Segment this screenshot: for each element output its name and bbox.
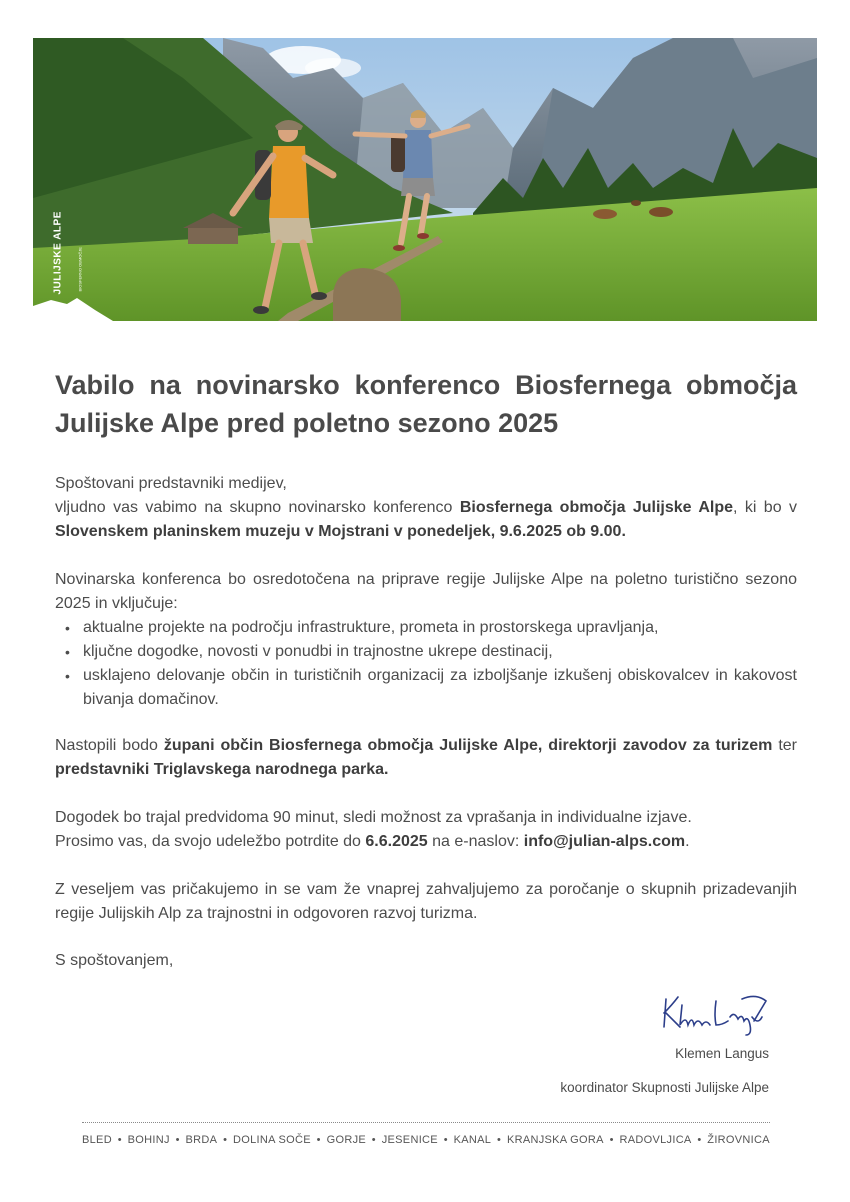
greeting: Spoštovani predstavniki medijev, — [55, 475, 287, 492]
separator: • — [117, 1134, 122, 1146]
list-item: • aktualne projekte na področju infrastrukture, prometa in prostorskega upravljanja, — [83, 616, 797, 640]
agenda-intro: Novinarska konferenca bo osredotočena na priprave regije Julijske Alpe na poletno turistično sezono 2025 in vključuje: — [55, 571, 797, 612]
signer-name: Klemen Langus — [675, 1046, 769, 1061]
separator: • — [443, 1134, 448, 1146]
separator: • — [316, 1134, 321, 1146]
agenda-list — [55, 616, 797, 712]
closing: S spoštovanjem, — [55, 952, 174, 969]
org-name: Biosfernega območja Julijske Alpe — [459, 499, 734, 516]
separator: • — [175, 1134, 180, 1146]
logo-subtitle: BIOSFERNO OBMOČJE — [77, 247, 83, 292]
town-name: RADOVLJICA — [619, 1134, 692, 1146]
paragraph-invitation — [55, 472, 797, 544]
separator: • — [609, 1134, 614, 1146]
footer-towns — [82, 1134, 770, 1146]
town-name: GORJE — [326, 1134, 367, 1146]
event-location-date: Slovenskem planinskem muzeju v Mojstrani v ponedeljek, 9.6.2025 ob 9.00. — [55, 523, 626, 540]
text-span: ter — [772, 737, 798, 754]
text-span: Nastopili bodo — [55, 737, 164, 754]
town-name: DOLINA SOČE — [233, 1134, 311, 1146]
paragraph-thanks: Z veseljem vas pričakujemo in se vam že vnaprej zahvaljujemo za poročanje o skupnih prizadevanjih regije Julijskih Alp za trajnostni in odgovoren razvoj turizma. — [55, 881, 797, 922]
paragraph-agenda — [55, 568, 797, 712]
text-span: vljudno vas vabimo na skupno novinarsko konferenco — [55, 499, 460, 516]
separator: • — [497, 1134, 502, 1146]
paragraph-speakers — [55, 734, 797, 782]
signer-role: koordinator Skupnosti Julijske Alpe — [560, 1080, 769, 1095]
duration-text: Dogodek bo trajal predvidoma 90 minut, sledi možnost za vprašanja in individualne izjave. — [55, 809, 692, 826]
list-item: • ključne dogodke, novosti v ponudbi in trajnostne ukrepe destinacij, — [83, 640, 797, 664]
rsvp-text — [55, 830, 797, 854]
town-name: JESENICE — [381, 1134, 438, 1146]
rsvp-date: 6.6.2025 — [365, 833, 428, 850]
town-name: BRDA — [185, 1134, 218, 1146]
town-name: BOHINJ — [127, 1134, 170, 1146]
text-span: Prosimo vas, da svojo udeležbo potrdite do — [55, 833, 366, 850]
separator: • — [371, 1134, 376, 1146]
speakers-mayors: župani občin Biosfernega območja Julijske Alpe, direktorji zavodov za turizem — [163, 737, 773, 754]
logo-title: JULIJSKE ALPE — [52, 211, 64, 295]
footer-divider — [82, 1122, 770, 1123]
signature-image — [658, 991, 770, 1037]
page-title: Vabilo na novinarsko konferenco Biosfernega območja Julijske Alpe pred poletno sezono 2025 — [55, 370, 797, 438]
text-span: na e-naslov: — [427, 833, 524, 850]
text-span: , ki bo v — [733, 499, 797, 516]
text-span: . — [685, 833, 690, 850]
invitation-text — [55, 496, 797, 544]
town-name: ŽIROVNICA — [707, 1134, 770, 1146]
julijske-alpe-logo — [52, 205, 83, 295]
hero-photo — [33, 38, 817, 321]
separator: • — [223, 1134, 228, 1146]
email-link[interactable]: info@julian-alps.com — [523, 833, 686, 850]
town-name: KRANJSKA GORA — [506, 1134, 604, 1146]
paragraph-rsvp — [55, 806, 797, 854]
list-item: • usklajeno delovanje občin in turističnih organizacij za izboljšanje izkušenj obiskovalcev in kakovost bivanja domačinov. — [83, 664, 797, 712]
speakers-park: predstavniki Triglavskega narodnega parka. — [55, 761, 389, 778]
town-name: BLED — [82, 1134, 112, 1146]
separator: • — [697, 1134, 702, 1146]
town-name: KANAL — [453, 1134, 492, 1146]
